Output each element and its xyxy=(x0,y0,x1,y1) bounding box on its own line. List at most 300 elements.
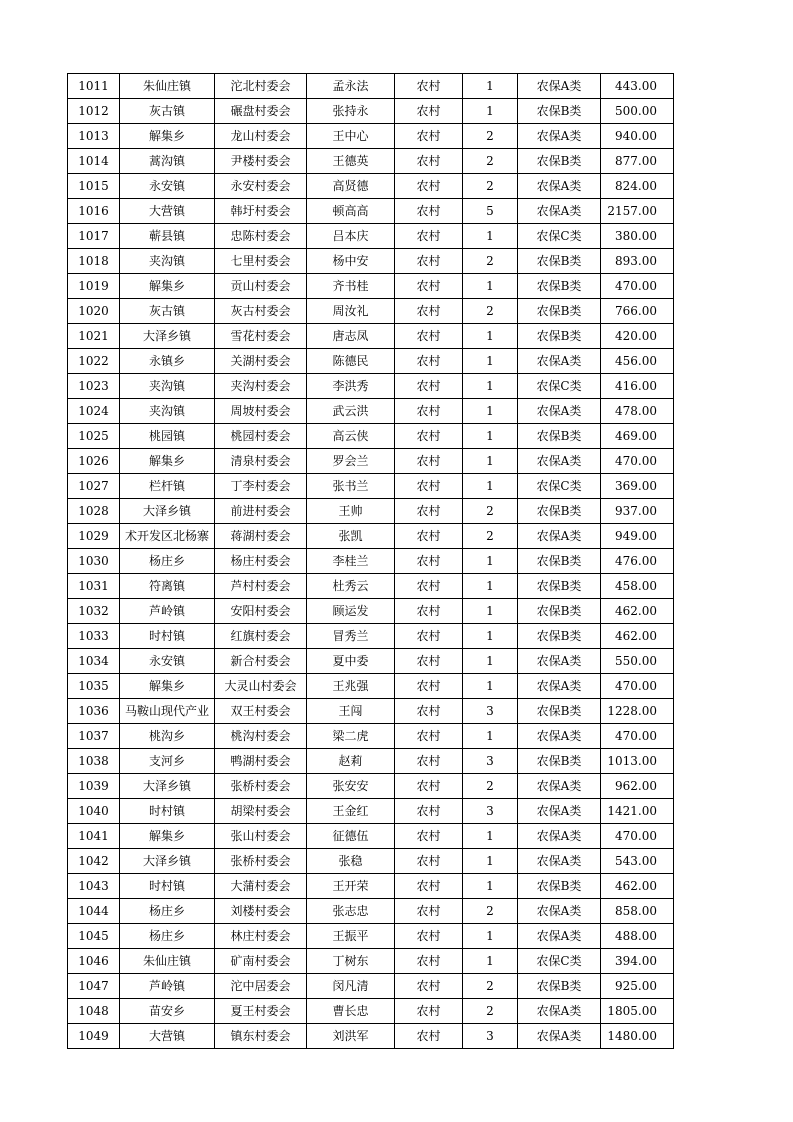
household-count-cell: 1 xyxy=(463,274,518,299)
table-row xyxy=(68,674,674,699)
area-type-cell: 农村 xyxy=(395,799,463,824)
insurance-type-cell: 农保A类 xyxy=(518,349,601,374)
row-id-cell: 1012 xyxy=(68,99,120,124)
name-cell: 王金红 xyxy=(307,799,395,824)
town-cell: 术开发区北杨寨 xyxy=(120,524,215,549)
name-cell: 杜秀云 xyxy=(307,574,395,599)
village-cell: 红旗村委会 xyxy=(215,624,307,649)
village-cell: 清泉村委会 xyxy=(215,449,307,474)
village-cell: 雪花村委会 xyxy=(215,324,307,349)
village-cell: 大灵山村委会 xyxy=(215,674,307,699)
household-count-cell: 3 xyxy=(463,749,518,774)
area-type-cell: 农村 xyxy=(395,174,463,199)
area-type-cell: 农村 xyxy=(395,449,463,474)
row-id-cell: 1040 xyxy=(68,799,120,824)
household-count-cell: 1 xyxy=(463,649,518,674)
table-row xyxy=(68,249,674,274)
area-type-cell: 农村 xyxy=(395,249,463,274)
village-cell: 忠陈村委会 xyxy=(215,224,307,249)
area-type-cell: 农村 xyxy=(395,699,463,724)
row-id-cell: 1045 xyxy=(68,924,120,949)
insurance-type-cell: 农保B类 xyxy=(518,249,601,274)
town-cell: 芦岭镇 xyxy=(120,599,215,624)
row-id-cell: 1041 xyxy=(68,824,120,849)
amount-cell: 478.00 xyxy=(601,399,674,424)
insurance-type-cell: 农保B类 xyxy=(518,699,601,724)
name-cell: 闵凡清 xyxy=(307,974,395,999)
row-id-cell: 1015 xyxy=(68,174,120,199)
table-row xyxy=(68,399,674,424)
amount-cell: 369.00 xyxy=(601,474,674,499)
table-row xyxy=(68,1024,674,1049)
household-count-cell: 1 xyxy=(463,474,518,499)
name-cell: 曹长忠 xyxy=(307,999,395,1024)
town-cell: 夹沟镇 xyxy=(120,374,215,399)
row-id-cell: 1024 xyxy=(68,399,120,424)
name-cell: 王帅 xyxy=(307,499,395,524)
town-cell: 永镇乡 xyxy=(120,349,215,374)
area-type-cell: 农村 xyxy=(395,874,463,899)
row-id-cell: 1019 xyxy=(68,274,120,299)
town-cell: 解集乡 xyxy=(120,674,215,699)
amount-cell: 1805.00 xyxy=(601,999,674,1024)
area-type-cell: 农村 xyxy=(395,599,463,624)
table-row xyxy=(68,624,674,649)
name-cell: 张书兰 xyxy=(307,474,395,499)
insurance-type-cell: 农保A类 xyxy=(518,174,601,199)
town-cell: 解集乡 xyxy=(120,274,215,299)
table-row xyxy=(68,749,674,774)
insurance-type-cell: 农保A类 xyxy=(518,999,601,1024)
table-row xyxy=(68,174,674,199)
area-type-cell: 农村 xyxy=(395,824,463,849)
household-count-cell: 1 xyxy=(463,224,518,249)
records-table xyxy=(67,73,674,1049)
row-id-cell: 1044 xyxy=(68,899,120,924)
insurance-type-cell: 农保A类 xyxy=(518,524,601,549)
row-id-cell: 1048 xyxy=(68,999,120,1024)
name-cell: 张安安 xyxy=(307,774,395,799)
area-type-cell: 农村 xyxy=(395,124,463,149)
area-type-cell: 农村 xyxy=(395,424,463,449)
area-type-cell: 农村 xyxy=(395,524,463,549)
area-type-cell: 农村 xyxy=(395,324,463,349)
area-type-cell: 农村 xyxy=(395,299,463,324)
amount-cell: 937.00 xyxy=(601,499,674,524)
town-cell: 马鞍山现代产业 xyxy=(120,699,215,724)
town-cell: 时村镇 xyxy=(120,874,215,899)
insurance-type-cell: 农保C类 xyxy=(518,224,601,249)
area-type-cell: 农村 xyxy=(395,499,463,524)
town-cell: 杨庄乡 xyxy=(120,924,215,949)
table-row xyxy=(68,349,674,374)
village-cell: 前进村委会 xyxy=(215,499,307,524)
row-id-cell: 1032 xyxy=(68,599,120,624)
area-type-cell: 农村 xyxy=(395,649,463,674)
amount-cell: 458.00 xyxy=(601,574,674,599)
household-count-cell: 2 xyxy=(463,299,518,324)
insurance-type-cell: 农保B类 xyxy=(518,149,601,174)
name-cell: 刘洪军 xyxy=(307,1024,395,1049)
name-cell: 张凯 xyxy=(307,524,395,549)
insurance-type-cell: 农保A类 xyxy=(518,799,601,824)
name-cell: 王振平 xyxy=(307,924,395,949)
name-cell: 征德伍 xyxy=(307,824,395,849)
town-cell: 苗安乡 xyxy=(120,999,215,1024)
name-cell: 王兆强 xyxy=(307,674,395,699)
amount-cell: 858.00 xyxy=(601,899,674,924)
insurance-type-cell: 农保C类 xyxy=(518,474,601,499)
household-count-cell: 3 xyxy=(463,1024,518,1049)
household-count-cell: 1 xyxy=(463,349,518,374)
household-count-cell: 2 xyxy=(463,174,518,199)
area-type-cell: 农村 xyxy=(395,924,463,949)
area-type-cell: 农村 xyxy=(395,74,463,99)
row-id-cell: 1036 xyxy=(68,699,120,724)
table-row xyxy=(68,299,674,324)
row-id-cell: 1022 xyxy=(68,349,120,374)
amount-cell: 962.00 xyxy=(601,774,674,799)
area-type-cell: 农村 xyxy=(395,199,463,224)
table-row xyxy=(68,724,674,749)
amount-cell: 394.00 xyxy=(601,949,674,974)
row-id-cell: 1011 xyxy=(68,74,120,99)
village-cell: 新合村委会 xyxy=(215,649,307,674)
town-cell: 芦岭镇 xyxy=(120,974,215,999)
row-id-cell: 1017 xyxy=(68,224,120,249)
name-cell: 齐书桂 xyxy=(307,274,395,299)
insurance-type-cell: 农保A类 xyxy=(518,724,601,749)
amount-cell: 469.00 xyxy=(601,424,674,449)
amount-cell: 456.00 xyxy=(601,349,674,374)
table-row xyxy=(68,549,674,574)
amount-cell: 500.00 xyxy=(601,99,674,124)
household-count-cell: 1 xyxy=(463,324,518,349)
area-type-cell: 农村 xyxy=(395,474,463,499)
amount-cell: 1421.00 xyxy=(601,799,674,824)
town-cell: 蕲县镇 xyxy=(120,224,215,249)
household-count-cell: 1 xyxy=(463,674,518,699)
records-table-body xyxy=(68,74,674,1049)
amount-cell: 1013.00 xyxy=(601,749,674,774)
name-cell: 王德英 xyxy=(307,149,395,174)
row-id-cell: 1014 xyxy=(68,149,120,174)
row-id-cell: 1026 xyxy=(68,449,120,474)
table-row xyxy=(68,699,674,724)
village-cell: 林庄村委会 xyxy=(215,924,307,949)
insurance-type-cell: 农保A类 xyxy=(518,399,601,424)
table-row xyxy=(68,574,674,599)
amount-cell: 462.00 xyxy=(601,624,674,649)
household-count-cell: 1 xyxy=(463,874,518,899)
area-type-cell: 农村 xyxy=(395,674,463,699)
household-count-cell: 1 xyxy=(463,724,518,749)
town-cell: 支河乡 xyxy=(120,749,215,774)
household-count-cell: 2 xyxy=(463,499,518,524)
town-cell: 栏杆镇 xyxy=(120,474,215,499)
name-cell: 冒秀兰 xyxy=(307,624,395,649)
village-cell: 芦村村委会 xyxy=(215,574,307,599)
household-count-cell: 3 xyxy=(463,799,518,824)
name-cell: 张志忠 xyxy=(307,899,395,924)
insurance-type-cell: 农保A类 xyxy=(518,449,601,474)
town-cell: 时村镇 xyxy=(120,799,215,824)
insurance-type-cell: 农保C类 xyxy=(518,949,601,974)
insurance-type-cell: 农保A类 xyxy=(518,199,601,224)
insurance-type-cell: 农保B类 xyxy=(518,549,601,574)
village-cell: 矿南村委会 xyxy=(215,949,307,974)
amount-cell: 1480.00 xyxy=(601,1024,674,1049)
amount-cell: 893.00 xyxy=(601,249,674,274)
town-cell: 桃园镇 xyxy=(120,424,215,449)
household-count-cell: 1 xyxy=(463,824,518,849)
insurance-type-cell: 农保B类 xyxy=(518,274,601,299)
village-cell: 大蒲村委会 xyxy=(215,874,307,899)
area-type-cell: 农村 xyxy=(395,974,463,999)
area-type-cell: 农村 xyxy=(395,999,463,1024)
household-count-cell: 2 xyxy=(463,899,518,924)
town-cell: 夹沟镇 xyxy=(120,249,215,274)
village-cell: 碾盘村委会 xyxy=(215,99,307,124)
insurance-type-cell: 农保B类 xyxy=(518,574,601,599)
row-id-cell: 1029 xyxy=(68,524,120,549)
amount-cell: 470.00 xyxy=(601,674,674,699)
village-cell: 尹楼村委会 xyxy=(215,149,307,174)
row-id-cell: 1027 xyxy=(68,474,120,499)
household-count-cell: 2 xyxy=(463,249,518,274)
household-count-cell: 2 xyxy=(463,149,518,174)
village-cell: 蒋湖村委会 xyxy=(215,524,307,549)
amount-cell: 766.00 xyxy=(601,299,674,324)
insurance-type-cell: 农保B类 xyxy=(518,299,601,324)
village-cell: 桃沟村委会 xyxy=(215,724,307,749)
household-count-cell: 3 xyxy=(463,699,518,724)
amount-cell: 462.00 xyxy=(601,874,674,899)
row-id-cell: 1030 xyxy=(68,549,120,574)
insurance-type-cell: 农保A类 xyxy=(518,924,601,949)
insurance-type-cell: 农保B类 xyxy=(518,599,601,624)
name-cell: 王开荣 xyxy=(307,874,395,899)
village-cell: 刘楼村委会 xyxy=(215,899,307,924)
name-cell: 顿高高 xyxy=(307,199,395,224)
table-row xyxy=(68,499,674,524)
insurance-type-cell: 农保A类 xyxy=(518,849,601,874)
table-row xyxy=(68,949,674,974)
town-cell: 朱仙庄镇 xyxy=(120,74,215,99)
village-cell: 灰古村委会 xyxy=(215,299,307,324)
row-id-cell: 1042 xyxy=(68,849,120,874)
name-cell: 高云侠 xyxy=(307,424,395,449)
row-id-cell: 1034 xyxy=(68,649,120,674)
table-row xyxy=(68,874,674,899)
area-type-cell: 农村 xyxy=(395,1024,463,1049)
village-cell: 沱中居委会 xyxy=(215,974,307,999)
town-cell: 永安镇 xyxy=(120,649,215,674)
name-cell: 陈德民 xyxy=(307,349,395,374)
area-type-cell: 农村 xyxy=(395,549,463,574)
area-type-cell: 农村 xyxy=(395,574,463,599)
area-type-cell: 农村 xyxy=(395,374,463,399)
amount-cell: 443.00 xyxy=(601,74,674,99)
town-cell: 解集乡 xyxy=(120,824,215,849)
insurance-type-cell: 农保B类 xyxy=(518,324,601,349)
town-cell: 时村镇 xyxy=(120,624,215,649)
insurance-type-cell: 农保A类 xyxy=(518,124,601,149)
insurance-type-cell: 农保B类 xyxy=(518,624,601,649)
household-count-cell: 1 xyxy=(463,599,518,624)
village-cell: 沱北村委会 xyxy=(215,74,307,99)
name-cell: 顾运发 xyxy=(307,599,395,624)
table-row xyxy=(68,999,674,1024)
village-cell: 杨庄村委会 xyxy=(215,549,307,574)
area-type-cell: 农村 xyxy=(395,749,463,774)
insurance-type-cell: 农保A类 xyxy=(518,899,601,924)
household-count-cell: 1 xyxy=(463,424,518,449)
household-count-cell: 1 xyxy=(463,74,518,99)
name-cell: 夏中委 xyxy=(307,649,395,674)
amount-cell: 416.00 xyxy=(601,374,674,399)
town-cell: 永安镇 xyxy=(120,174,215,199)
area-type-cell: 农村 xyxy=(395,774,463,799)
village-cell: 镇东村委会 xyxy=(215,1024,307,1049)
name-cell: 高贤德 xyxy=(307,174,395,199)
household-count-cell: 1 xyxy=(463,949,518,974)
insurance-type-cell: 农保A类 xyxy=(518,1024,601,1049)
table-row xyxy=(68,799,674,824)
village-cell: 夏王村委会 xyxy=(215,999,307,1024)
name-cell: 杨中安 xyxy=(307,249,395,274)
town-cell: 大泽乡镇 xyxy=(120,774,215,799)
town-cell: 大营镇 xyxy=(120,199,215,224)
table-row xyxy=(68,74,674,99)
row-id-cell: 1049 xyxy=(68,1024,120,1049)
town-cell: 大泽乡镇 xyxy=(120,849,215,874)
row-id-cell: 1031 xyxy=(68,574,120,599)
village-cell: 七里村委会 xyxy=(215,249,307,274)
table-row xyxy=(68,424,674,449)
amount-cell: 550.00 xyxy=(601,649,674,674)
row-id-cell: 1020 xyxy=(68,299,120,324)
town-cell: 桃沟乡 xyxy=(120,724,215,749)
name-cell: 王中心 xyxy=(307,124,395,149)
insurance-type-cell: 农保B类 xyxy=(518,424,601,449)
area-type-cell: 农村 xyxy=(395,99,463,124)
insurance-type-cell: 农保A类 xyxy=(518,649,601,674)
household-count-cell: 5 xyxy=(463,199,518,224)
table-row xyxy=(68,849,674,874)
town-cell: 大泽乡镇 xyxy=(120,499,215,524)
village-cell: 永安村委会 xyxy=(215,174,307,199)
village-cell: 张桥村委会 xyxy=(215,849,307,874)
village-cell: 贡山村委会 xyxy=(215,274,307,299)
row-id-cell: 1033 xyxy=(68,624,120,649)
table-row xyxy=(68,974,674,999)
town-cell: 大营镇 xyxy=(120,1024,215,1049)
amount-cell: 488.00 xyxy=(601,924,674,949)
area-type-cell: 农村 xyxy=(395,849,463,874)
row-id-cell: 1046 xyxy=(68,949,120,974)
table-row xyxy=(68,774,674,799)
area-type-cell: 农村 xyxy=(395,724,463,749)
village-cell: 龙山村委会 xyxy=(215,124,307,149)
table-row xyxy=(68,899,674,924)
table-row xyxy=(68,149,674,174)
row-id-cell: 1047 xyxy=(68,974,120,999)
amount-cell: 949.00 xyxy=(601,524,674,549)
village-cell: 双王村委会 xyxy=(215,699,307,724)
area-type-cell: 农村 xyxy=(395,949,463,974)
household-count-cell: 2 xyxy=(463,974,518,999)
town-cell: 蒿沟镇 xyxy=(120,149,215,174)
household-count-cell: 1 xyxy=(463,449,518,474)
table-row xyxy=(68,274,674,299)
town-cell: 杨庄乡 xyxy=(120,549,215,574)
village-cell: 安阳村委会 xyxy=(215,599,307,624)
name-cell: 张持永 xyxy=(307,99,395,124)
name-cell: 周汝礼 xyxy=(307,299,395,324)
row-id-cell: 1028 xyxy=(68,499,120,524)
row-id-cell: 1035 xyxy=(68,674,120,699)
name-cell: 丁树东 xyxy=(307,949,395,974)
amount-cell: 420.00 xyxy=(601,324,674,349)
insurance-type-cell: 农保A类 xyxy=(518,774,601,799)
insurance-type-cell: 农保A类 xyxy=(518,674,601,699)
area-type-cell: 农村 xyxy=(395,399,463,424)
insurance-type-cell: 农保B类 xyxy=(518,499,601,524)
table-row xyxy=(68,224,674,249)
village-cell: 丁李村委会 xyxy=(215,474,307,499)
household-count-cell: 1 xyxy=(463,849,518,874)
town-cell: 朱仙庄镇 xyxy=(120,949,215,974)
table-row xyxy=(68,924,674,949)
amount-cell: 470.00 xyxy=(601,724,674,749)
row-id-cell: 1043 xyxy=(68,874,120,899)
household-count-cell: 2 xyxy=(463,524,518,549)
name-cell: 李桂兰 xyxy=(307,549,395,574)
name-cell: 武云洪 xyxy=(307,399,395,424)
row-id-cell: 1021 xyxy=(68,324,120,349)
village-cell: 夹沟村委会 xyxy=(215,374,307,399)
insurance-type-cell: 农保B类 xyxy=(518,874,601,899)
village-cell: 张山村委会 xyxy=(215,824,307,849)
village-cell: 韩圩村委会 xyxy=(215,199,307,224)
row-id-cell: 1018 xyxy=(68,249,120,274)
amount-cell: 462.00 xyxy=(601,599,674,624)
area-type-cell: 农村 xyxy=(395,624,463,649)
town-cell: 灰古镇 xyxy=(120,99,215,124)
town-cell: 杨庄乡 xyxy=(120,899,215,924)
name-cell: 张稳 xyxy=(307,849,395,874)
insurance-type-cell: 农保A类 xyxy=(518,74,601,99)
area-type-cell: 农村 xyxy=(395,349,463,374)
amount-cell: 925.00 xyxy=(601,974,674,999)
row-id-cell: 1039 xyxy=(68,774,120,799)
table-row xyxy=(68,824,674,849)
village-cell: 关湖村委会 xyxy=(215,349,307,374)
amount-cell: 380.00 xyxy=(601,224,674,249)
village-cell: 鸭湖村委会 xyxy=(215,749,307,774)
amount-cell: 877.00 xyxy=(601,149,674,174)
amount-cell: 1228.00 xyxy=(601,699,674,724)
town-cell: 符离镇 xyxy=(120,574,215,599)
area-type-cell: 农村 xyxy=(395,224,463,249)
table-row xyxy=(68,374,674,399)
name-cell: 王闯 xyxy=(307,699,395,724)
table-row xyxy=(68,524,674,549)
town-cell: 解集乡 xyxy=(120,449,215,474)
amount-cell: 470.00 xyxy=(601,824,674,849)
household-count-cell: 1 xyxy=(463,399,518,424)
